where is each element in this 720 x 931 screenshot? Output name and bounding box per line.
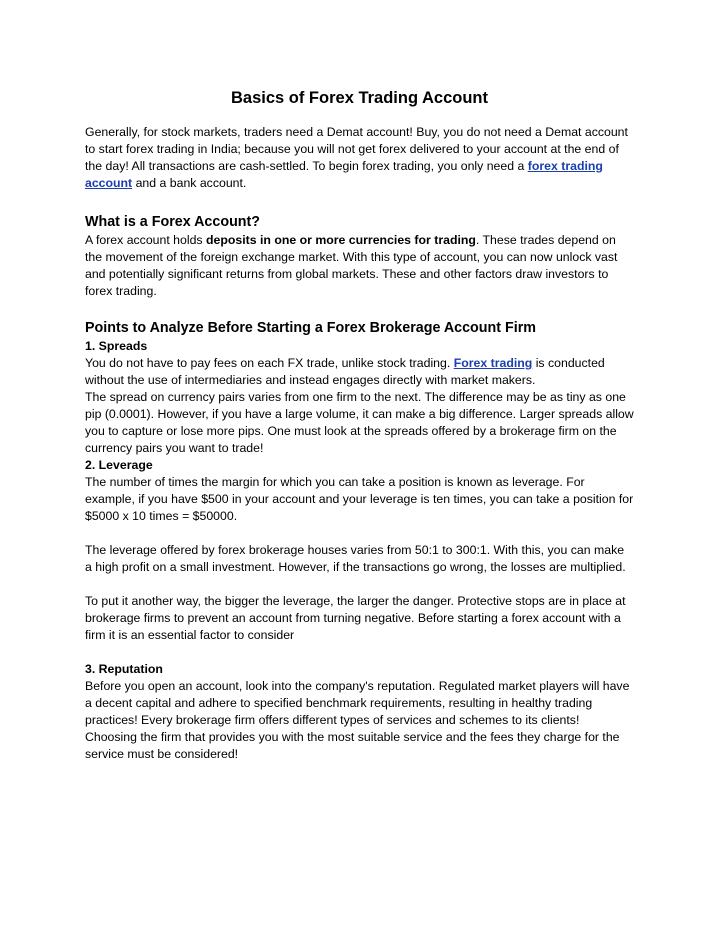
what-is-text-end: . These trades depend on the movement of the foreign exchange market. With this type of account, you can now unlock vast and potentially significant returns from global markets. These and other factors draw investors to forex trading. bbox=[85, 233, 618, 298]
spreads-title: 1. Spreads bbox=[85, 339, 148, 353]
leverage-paragraph-1: The number of times the margin for which you can take a position is known as leverage. For example, if you have $500 in your account and your leverage is ten times, you can take a position for $5000 x 10 times = $50000. bbox=[85, 475, 634, 523]
intro-text: Generally, for stock markets, traders need a Demat account! Buy, you do not need a Demat account to start forex trading in India; because you will not get forex delivered to your account at the end of the day! All transactions are cash-settled. To begin forex trading, you only need a bbox=[85, 125, 628, 173]
forex-trading-link[interactable]: Forex trading bbox=[453, 356, 533, 370]
spreads-paragraph-2: The spread on currency pairs varies from one firm to the next. The difference may be as tiny as one pip (0.0001). However, if you have a large volume, it can make a big difference. Larger spreads allow you to capture or lose more pips. One must look at the spreads offered by a brokerage firm on the currency pairs you want to trade! bbox=[85, 390, 634, 455]
points-heading: Points to Analyze Before Starting a Forex Brokerage Account Firm bbox=[85, 320, 536, 336]
leverage-title: 2. Leverage bbox=[85, 458, 153, 472]
reputation-paragraph: Before you open an account, look into the company's reputation. Regulated market players will have a decent capital and adhere to specified benchmark requirements, resulting in healthy trading practices! Every brokerage firm offers different types of services and schemes to its clients! Choosing the firm that provides you with the most suitable service and the fees they charge for the service must be considered! bbox=[85, 679, 630, 761]
leverage-paragraph-3: To put it another way, the bigger the leverage, the larger the danger. Protective stops are in place at brokerage firms to prevent an account from turning negative. Before starting a forex account with a firm it is an essential factor to consider bbox=[85, 594, 626, 642]
what-is-bold-text: deposits in one or more currencies for trading bbox=[206, 233, 476, 247]
intro-paragraph bbox=[85, 124, 634, 192]
forex-trading-account-link[interactable]: forex trading account bbox=[85, 159, 603, 190]
leverage-paragraph-2: The leverage offered by forex brokerage houses varies from 50:1 to 300:1. With this, you can make a high profit on a small investment. However, if the transactions go wrong, the losses are multiplied. bbox=[85, 543, 626, 574]
what-is-paragraph bbox=[85, 232, 634, 300]
page-title: Basics of Forex Trading Account bbox=[230, 89, 489, 107]
spreads-text: You do not have to pay fees on each FX trade, unlike stock trading. bbox=[85, 356, 454, 370]
reputation-title: 3. Reputation bbox=[85, 662, 163, 676]
spreads-text-end: is conducted without the use of intermediaries and instead engages directly with market makers. bbox=[85, 356, 605, 387]
spreads-paragraph-1 bbox=[85, 355, 634, 389]
what-is-heading: What is a Forex Account? bbox=[85, 214, 261, 230]
what-is-text: A forex account holds bbox=[85, 233, 206, 247]
intro-text-end: and a bank account. bbox=[132, 176, 247, 190]
